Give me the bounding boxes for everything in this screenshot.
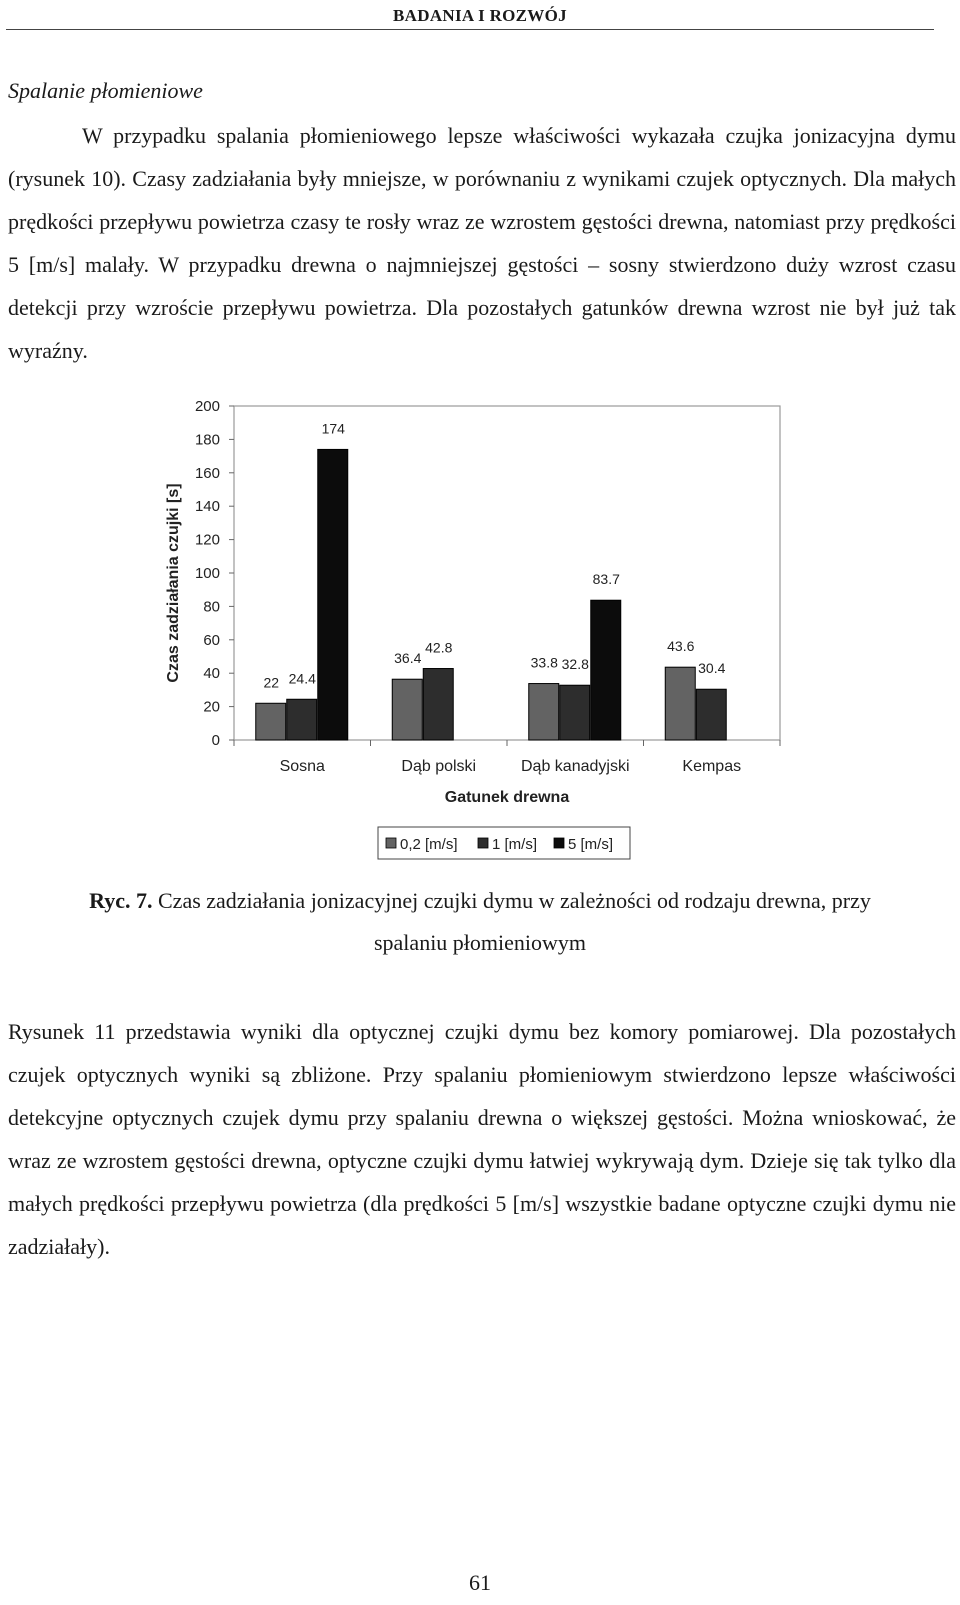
page-header: [0, 0, 960, 30]
y-tick-label: 20: [203, 698, 220, 716]
y-tick-label: 60: [203, 631, 220, 649]
section-heading: Spalanie płomieniowe: [8, 78, 203, 103]
data-label: 24.4: [288, 670, 316, 687]
bar: [560, 685, 590, 740]
figure-caption-text-line1: Czas zadziałania jonizacyjnej czujki dymu w zależności od rodzaju drewna, przy: [158, 888, 871, 913]
bar: [392, 679, 422, 740]
data-label: 22: [263, 674, 280, 691]
page-number: 61: [469, 1570, 491, 1595]
data-label: 33.8: [530, 654, 558, 671]
x-tick-label: Dąb kanadyjski: [521, 758, 630, 775]
bar: [591, 600, 621, 740]
legend-label: 1 [m/s]: [492, 836, 538, 853]
legend-label: 5 [m/s]: [568, 836, 614, 853]
chart-svg: [150, 395, 810, 885]
paragraph-1: W przypadku spalania płomieniowego lepsze właściwości wykazała czujka jonizacyjna dymu (rysunek 10). Czasy zadziałania były mniejsze, w porównaniu z wynikami czujek optycznych. Dla małych prędkości przepływu powietrza czasy te rosły wraz ze wzrostem gęstości drewna, natomiast przy prędkości 5 [m/s] malały. W przypadku drewna o najmniejszej gęstości – sosny stwierdzono duży wzrost czasu detekcji przy wzroście przepływu powietrza. Dla pozostałych gatunków drewna wzrost nie był już tak wyraźny.: [8, 123, 956, 363]
bar: [529, 684, 559, 740]
bar: [696, 689, 726, 740]
legend-swatch: [554, 838, 564, 848]
x-tick-label: Kempas: [682, 758, 742, 775]
bar: [256, 703, 286, 740]
legend-swatch: [478, 838, 488, 848]
data-label: 36.4: [394, 650, 422, 667]
x-tick-label: Dąb polski: [401, 758, 477, 775]
data-label: 42.8: [425, 639, 453, 656]
data-label: 43.6: [667, 638, 695, 655]
bar-chart: [150, 395, 810, 885]
bar: [423, 669, 453, 740]
y-tick-label: 140: [194, 498, 220, 516]
data-label: 30.4: [698, 660, 726, 677]
bar: [287, 699, 317, 740]
x-axis-title: Gatunek drewna: [444, 789, 570, 806]
x-tick-label: Sosna: [279, 758, 325, 775]
data-label: 83.7: [592, 571, 620, 588]
y-tick-label: 200: [194, 398, 220, 415]
figure-caption: [0, 888, 960, 914]
legend-label: 0,2 [m/s]: [400, 836, 458, 853]
y-tick-label: 0: [211, 732, 220, 749]
legend-swatch: [386, 838, 396, 848]
y-tick-label: 40: [203, 665, 220, 683]
paragraph-2: Rysunek 11 przedstawia wyniki dla optycznej czujki dymu bez komory pomiarowej. Dla pozostałych czujek optycznych wyniki są zbliżone. Przy spalaniu płomieniowym stwierdzono lepsze właściwości detekcyjne optycznych czujek dymu przy spalaniu drewna o większej gęstości. Można wnioskować, że wraz ze wzrostem gęstości drewna, optyczne czujki dymu łatwiej wykrywają dym. Dzieje się tak tylko dla małych prędkości przepływu powietrza (dla prędkości 5 [m/s] wszystkie badane optyczne czujki dymu nie zadziałały).: [8, 1019, 956, 1259]
header-rule: [6, 29, 934, 30]
bar: [665, 667, 695, 740]
running-header-title: BADANIA I ROZWÓJ: [393, 6, 567, 25]
figure-caption-label: Ryc. 7.: [89, 888, 153, 913]
y-tick-label: 160: [194, 464, 220, 482]
figure-caption-line2: spalaniu płomieniowym: [373, 930, 587, 955]
y-tick-label: 120: [194, 531, 220, 549]
y-axis-title: Czas zadziałania czujki [s]: [165, 483, 182, 683]
data-label: 174: [321, 420, 345, 437]
y-tick-label: 100: [194, 565, 220, 582]
bar: [318, 449, 348, 740]
y-tick-label: 180: [194, 431, 220, 449]
data-label: 32.8: [561, 656, 589, 673]
y-tick-label: 80: [203, 598, 220, 616]
